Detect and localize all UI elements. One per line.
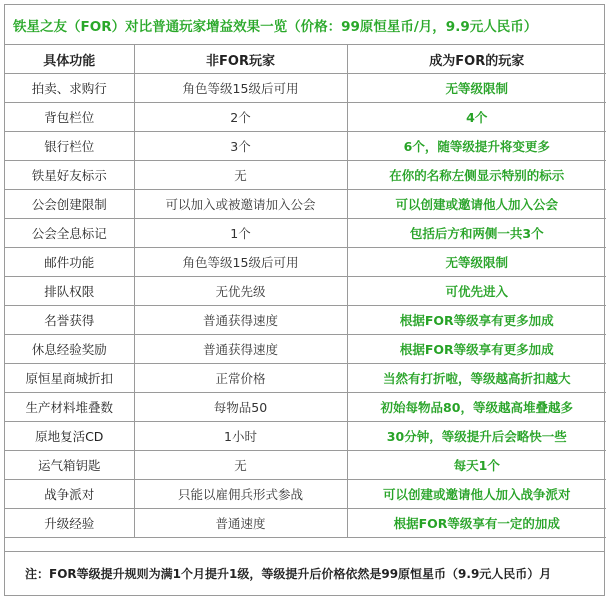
page-title: 铁星之友（FOR）对比普通玩家增益效果一览（价格：99原恒星币/月，9.9元人民币） xyxy=(5,5,604,45)
non-for-cell: 1个 xyxy=(134,219,347,248)
for-cell: 根据FOR等级享有一定的加成 xyxy=(347,509,606,538)
feature-cell: 原恒星商城折扣 xyxy=(5,364,134,393)
non-for-cell: 可以加入或被邀请加入公会 xyxy=(134,190,347,219)
feature-cell: 休息经验奖励 xyxy=(5,335,134,364)
non-for-cell: 普通获得速度 xyxy=(134,335,347,364)
feature-cell: 银行栏位 xyxy=(5,132,134,161)
table-row xyxy=(5,74,606,103)
header-feature: 具体功能 xyxy=(5,45,134,74)
table-row xyxy=(5,364,606,393)
non-for-cell: 无优先级 xyxy=(134,277,347,306)
for-cell: 每天1个 xyxy=(347,451,606,480)
feature-cell: 运气箱钥匙 xyxy=(5,451,134,480)
table-row xyxy=(5,219,606,248)
for-cell: 可以创建或邀请他人加入战争派对 xyxy=(347,480,606,509)
feature-cell: 名誉获得 xyxy=(5,306,134,335)
table-row xyxy=(5,277,606,306)
feature-cell: 邮件功能 xyxy=(5,248,134,277)
footnote: 注：FOR等级提升规则为满1个月提升1级，等级提升后价格依然是99原恒星币（9.9元人民币）月 xyxy=(5,551,604,595)
feature-cell: 战争派对 xyxy=(5,480,134,509)
non-for-cell: 3个 xyxy=(134,132,347,161)
feature-cell: 公会全息标记 xyxy=(5,219,134,248)
feature-cell: 拍卖、求购行 xyxy=(5,74,134,103)
feature-cell: 铁星好友标示 xyxy=(5,161,134,190)
feature-cell: 背包栏位 xyxy=(5,103,134,132)
table-row xyxy=(5,393,606,422)
feature-cell: 升级经验 xyxy=(5,509,134,538)
feature-cell: 公会创建限制 xyxy=(5,190,134,219)
for-cell: 6个，随等级提升将变更多 xyxy=(347,132,606,161)
table-row xyxy=(5,248,606,277)
table-row xyxy=(5,132,606,161)
for-cell: 可以创建或邀请他人加入公会 xyxy=(347,190,606,219)
for-cell: 当然有打折啦，等级越高折扣越大 xyxy=(347,364,606,393)
for-cell: 根据FOR等级享有更多加成 xyxy=(347,335,606,364)
non-for-cell: 正常价格 xyxy=(134,364,347,393)
for-cell: 4个 xyxy=(347,103,606,132)
non-for-cell: 2个 xyxy=(134,103,347,132)
table-row xyxy=(5,451,606,480)
non-for-cell: 普通速度 xyxy=(134,509,347,538)
non-for-cell: 每物品50 xyxy=(134,393,347,422)
for-cell: 在你的名称左侧显示特别的标示 xyxy=(347,161,606,190)
for-cell: 根据FOR等级享有更多加成 xyxy=(347,306,606,335)
for-cell: 无等级限制 xyxy=(347,248,606,277)
non-for-cell: 只能以雇佣兵形式参战 xyxy=(134,480,347,509)
for-cell: 初始每物品80，等级越高堆叠越多 xyxy=(347,393,606,422)
non-for-cell: 无 xyxy=(134,161,347,190)
feature-cell: 生产材料堆叠数 xyxy=(5,393,134,422)
header-for: 成为FOR的玩家 xyxy=(347,45,606,74)
non-for-cell: 无 xyxy=(134,451,347,480)
non-for-cell: 普通获得速度 xyxy=(134,306,347,335)
table-row xyxy=(5,103,606,132)
feature-cell: 原地复活CD xyxy=(5,422,134,451)
non-for-cell: 角色等级15级后可用 xyxy=(134,74,347,103)
header-non-for: 非FOR玩家 xyxy=(134,45,347,74)
feature-cell: 排队权限 xyxy=(5,277,134,306)
comparison-sheet xyxy=(4,4,605,596)
table-row xyxy=(5,509,606,538)
for-cell: 无等级限制 xyxy=(347,74,606,103)
for-cell: 可优先进入 xyxy=(347,277,606,306)
comparison-table xyxy=(5,45,606,538)
for-cell: 30分钟，等级提升后会略快一些 xyxy=(347,422,606,451)
table-row xyxy=(5,480,606,509)
table-row xyxy=(5,422,606,451)
non-for-cell: 1小时 xyxy=(134,422,347,451)
table-header-row xyxy=(5,45,606,74)
table-row xyxy=(5,306,606,335)
table-row xyxy=(5,161,606,190)
for-cell: 包括后方和两侧一共3个 xyxy=(347,219,606,248)
non-for-cell: 角色等级15级后可用 xyxy=(134,248,347,277)
table-row xyxy=(5,190,606,219)
table-row xyxy=(5,335,606,364)
